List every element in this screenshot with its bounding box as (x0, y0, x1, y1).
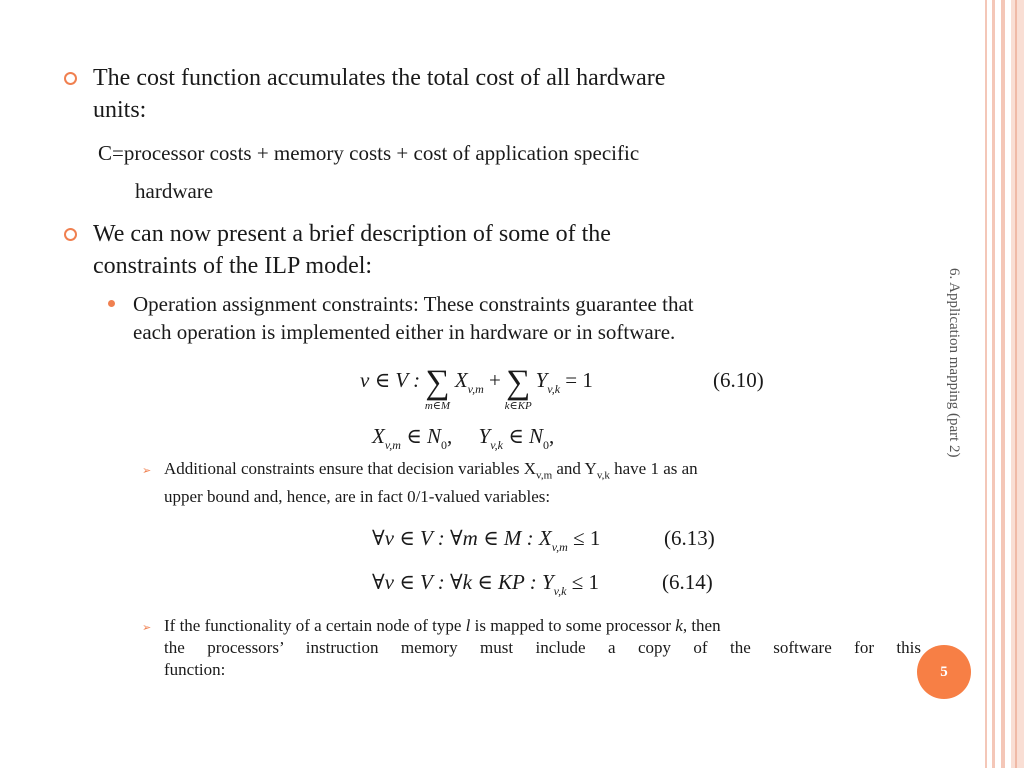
bullet-line: We can now present a brief description of some of the (93, 221, 611, 247)
sub-bullet-line: each operation is implemented either in hardware or in software. (133, 320, 676, 344)
eq-sub: v,m (384, 438, 401, 452)
eq-var-y: Y (535, 368, 548, 392)
eq-sub: 0 (441, 438, 447, 452)
text-italic: l (465, 616, 471, 635)
arrow-bullet-icon: ➢ (142, 465, 152, 477)
text-run: , then (682, 616, 721, 635)
sub-sub-bullet-functionality (164, 615, 921, 681)
decorative-rail (1011, 0, 1024, 768)
sub-sub-bullet-line (164, 615, 921, 637)
sum-symbol: ∑ k∈KP (504, 364, 532, 412)
sub-bullet-line: Operation assignment constraints: These constraints guarantee that (133, 292, 694, 316)
equation-number: (6.13) (664, 526, 715, 550)
bullet-line: The cost function accumulates the total cost of all hardware (93, 65, 666, 91)
dot-bullet-icon (108, 300, 115, 307)
eq-sub: v,k (490, 438, 503, 452)
equation-number: (6.14) (662, 570, 713, 594)
sub-sub-bullet-line: function: (164, 660, 226, 679)
eq-rhs: ≤ 1 (567, 526, 601, 550)
equation-number: (6.10) (713, 368, 764, 392)
sum-limit: k∈KP (504, 400, 532, 412)
eq-var-x: X (372, 424, 385, 448)
cost-formula-line1: C=processor costs + memory costs + cost of application specific (98, 141, 640, 165)
decorative-rail (1001, 0, 1005, 768)
text-run: have 1 as an (609, 459, 698, 478)
eq-body: ∀v ∈ V : ∀m ∈ M : X (372, 526, 552, 550)
eq-plus: + (489, 368, 501, 392)
decorative-rail (1015, 0, 1017, 768)
eq-set: ∈ N (508, 424, 544, 448)
eq-var-y: Y (478, 424, 491, 448)
text-run: If the functionality of a certain node of type (164, 616, 466, 635)
eq-set: ∈ N (406, 424, 441, 448)
text-italic: k (675, 616, 683, 635)
text-sub: v,k (596, 469, 610, 482)
eq-rhs: ≤ 1 (566, 570, 599, 594)
eq-comma: , (447, 424, 453, 448)
sub-sub-bullet-line: the processors’ instruction memory must include a copy of the software for this (164, 638, 921, 657)
bullet-cost-function (93, 62, 913, 126)
text-run: and Y (552, 459, 597, 478)
eq-comma: , (549, 424, 555, 448)
circle-bullet-icon (64, 228, 77, 241)
sub-bullet-operation-assignment (133, 290, 913, 346)
sum-symbol: ∑ m∈M (424, 364, 451, 412)
equation-domain (372, 424, 554, 453)
text-sub: v,m (536, 469, 553, 482)
sub-sub-bullet-line: upper bound and, hence, are in fact 0/1-valued variables: (164, 487, 551, 507)
equation-6-10 (360, 364, 593, 412)
eq-sub: v,k (553, 584, 567, 598)
sum-limit: m∈M (424, 400, 451, 412)
circle-bullet-icon (64, 72, 77, 85)
decorative-rail (985, 0, 987, 768)
eq-sub: v,m (467, 382, 484, 396)
text-run: Additional constraints ensure that decision variables X (164, 459, 537, 478)
eq-lhs: v ∈ V : (360, 368, 421, 392)
eq-sub: 0 (543, 438, 550, 452)
eq-sub: v,m (551, 540, 568, 554)
text-run: is mapped to some processor (470, 616, 676, 635)
eq-rhs: = 1 (565, 368, 593, 392)
vertical-slide-title: 6. Application mapping (part 2) (946, 268, 962, 458)
bullet-constraints (93, 218, 913, 282)
eq-var-x: X (454, 368, 468, 392)
bullet-line: constraints of the ILP model: (93, 253, 373, 279)
sub-sub-bullet-line (164, 458, 921, 486)
equation-6-14 (372, 570, 599, 599)
cost-formula-line2: hardware (135, 179, 214, 203)
page-number-badge: 5 (917, 645, 971, 699)
eq-body: ∀v ∈ V : ∀k ∈ KP : Y (372, 570, 554, 594)
eq-sub: v,k (547, 382, 561, 396)
sub-sub-bullet-additional (164, 458, 921, 508)
bullet-line: units: (93, 97, 147, 123)
decorative-rail (992, 0, 995, 768)
equation-6-13 (372, 526, 600, 555)
arrow-bullet-icon: ➢ (142, 622, 152, 634)
